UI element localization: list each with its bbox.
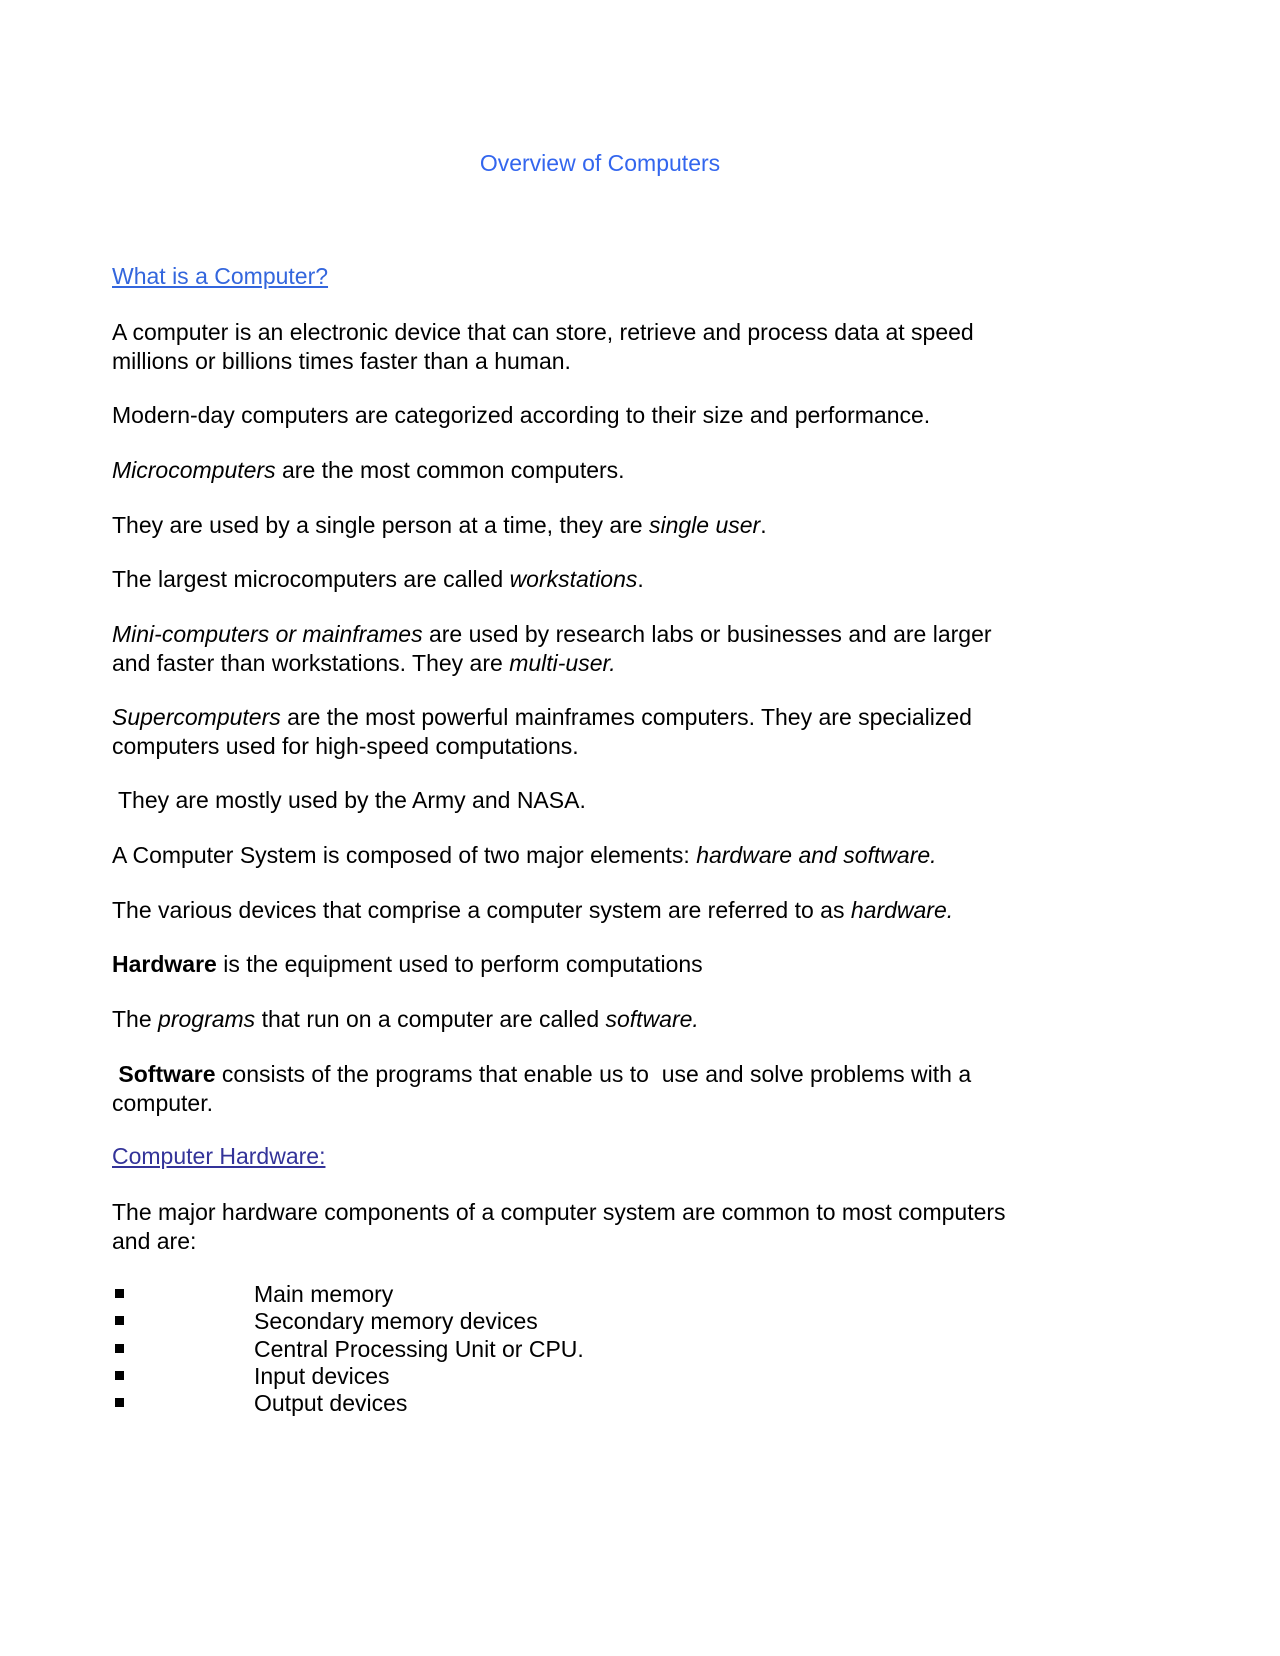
list-item-text: Output devices [254,1390,408,1416]
term-workstations: workstations [509,566,638,592]
paragraph-single-user-end: . [760,512,767,538]
list-item-text: Main memory [254,1281,394,1307]
list-item [112,1280,394,1309]
paragraph-software-definition [112,1060,1112,1118]
term-software: software. [605,1006,699,1032]
paragraph-programs-mid: that run on a computer are called [255,1006,606,1032]
term-hardware-bold: Hardware [112,951,217,977]
computer-hardware-link[interactable]: Computer Hardware: [112,1143,326,1169]
paragraph-devices-start: The various devices that comprise a computer system are referred to as [112,897,851,923]
section-heading-what-is-a-computer [112,262,1112,291]
paragraph-hardware-definition [112,950,1112,979]
term-hardware-and-software: hardware and software. [696,842,937,868]
term-hardware: hardware. [850,897,954,923]
paragraph-single-user-start: They are used by a single person at a time, they are [112,512,649,538]
paragraph-workstations [112,565,1112,594]
paragraph-definition-line1: A computer is an electronic device that can store, retrieve and process data at speed [112,319,974,345]
paragraph-programs [112,1005,1112,1034]
square-bullet-icon [115,1398,124,1407]
paragraph-hardware-components-line2: and are: [112,1228,197,1254]
paragraph-definition [112,318,1112,376]
list-item [112,1362,390,1391]
what-is-a-computer-link[interactable]: What is a Computer? [112,263,329,289]
term-single-user: single user [648,512,761,538]
paragraph-microcomputers [112,456,1112,485]
list-item [112,1389,408,1418]
square-bullet-icon [115,1371,124,1380]
list-item-text: Secondary memory devices [254,1308,538,1334]
term-software-bold: Software [118,1061,216,1087]
list-item [112,1335,584,1364]
paragraph-workstations-end: . [637,566,644,592]
paragraph-mainframes-rest: are used by research labs or businesses and are larger [422,621,992,647]
paragraph-single-user [112,511,1112,540]
paragraph-computer-system [112,841,1112,870]
paragraph-mainframes-line2: and faster than workstations. They are [112,650,510,676]
paragraph-supercomputers [112,703,1112,761]
paragraph-mainframes [112,620,1112,678]
paragraph-supercomputers-line2: computers used for high-speed computations. [112,733,579,759]
term-supercomputers: Supercomputers [112,704,281,730]
term-multi-user: multi-user. [509,650,616,676]
paragraph-definition-line2: millions or billions times faster than a human. [112,348,571,374]
list-item [112,1307,538,1336]
term-mini-computers: Mini-computers or mainframes [112,621,423,647]
paragraph-supercomputers-rest: are the most powerful mainframes computers. They are specialized [280,704,972,730]
paragraph-software-definition-line2: computer. [112,1090,213,1116]
page-title: Overview of Computers [479,150,721,176]
paragraph-computer-system-start: A Computer System is composed of two major elements: [112,842,697,868]
paragraph-hardware-components [112,1198,1112,1256]
section-heading-computer-hardware [112,1142,1112,1171]
paragraph-programs-start: The [112,1006,159,1032]
list-item-text: Central Processing Unit or CPU. [254,1336,584,1362]
paragraph-devices [112,896,1112,925]
paragraph-hardware-components-line1: The major hardware components of a computer system are common to most computers [112,1199,1006,1225]
term-programs: programs [158,1006,256,1032]
paragraph-hardware-definition-rest: is the equipment used to perform computations [216,951,703,977]
paragraph-workstations-start: The largest microcomputers are called [112,566,510,592]
term-microcomputers: Microcomputers [112,457,276,483]
list-item-text: Input devices [254,1363,390,1389]
paragraph-categories: Modern-day computers are categorized according to their size and performance. [112,402,931,428]
square-bullet-icon [115,1289,124,1298]
paragraph-software-definition-rest: consists of the programs that enable us to use and solve problems with a [215,1061,972,1087]
paragraph-army-nasa: They are mostly used by the Army and NASA. [112,787,586,813]
square-bullet-icon [115,1344,124,1353]
paragraph-microcomputers-rest: are the most common computers. [275,457,625,483]
square-bullet-icon [115,1316,124,1325]
